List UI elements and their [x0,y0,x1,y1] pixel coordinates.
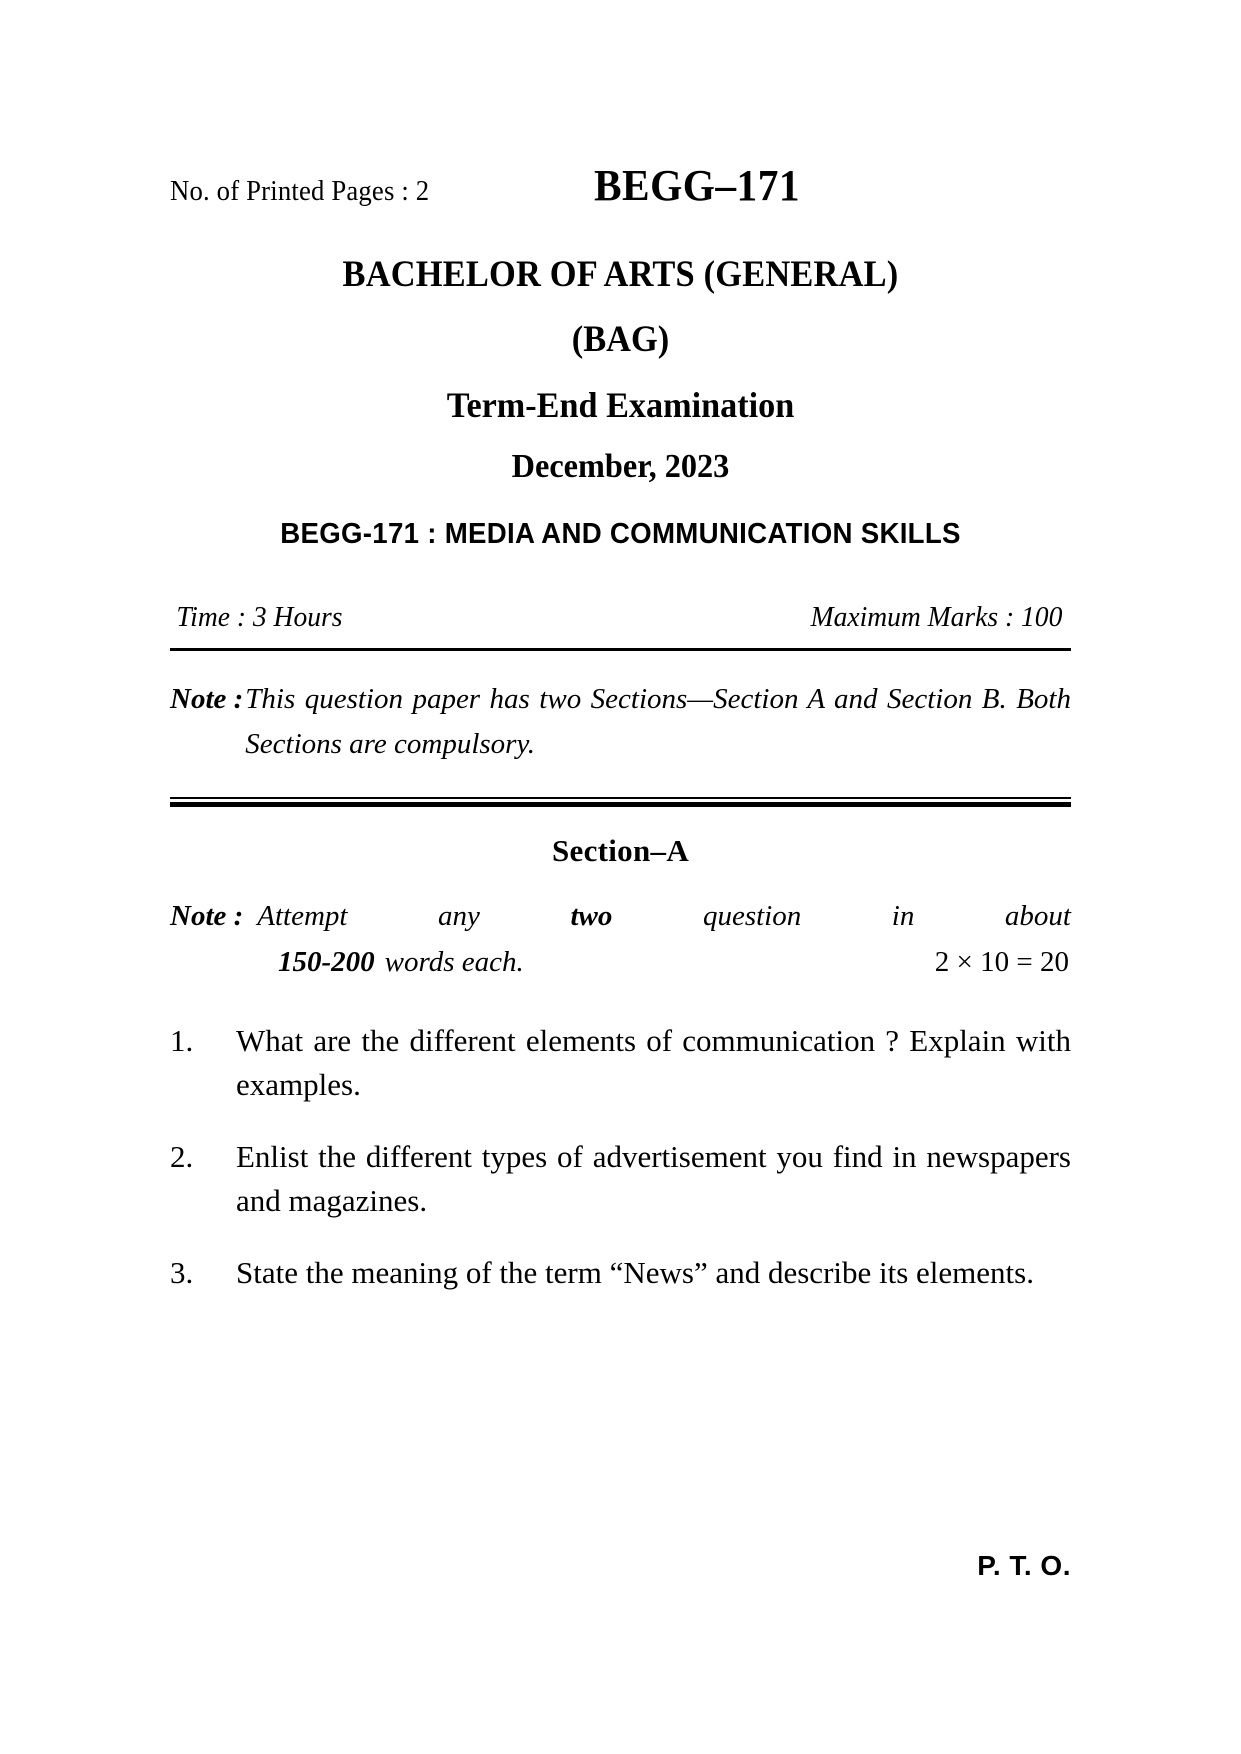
time-allowed: Time : 3 Hours [176,600,343,633]
note-words-each: words each. [384,945,524,978]
section-a-note-line-2 [278,939,1071,985]
section-a-heading: Section–A [551,832,690,868]
note-word-attempt: Attempt [257,899,348,932]
meta-divider [170,648,1071,651]
question-item [170,1251,1071,1295]
question-text: What are the different elements of communication ? Explain with examples. [236,1023,1071,1103]
degree-abbreviation: (BAG) [571,319,670,360]
degree-title: BACHELOR OF ARTS (GENERAL) [342,254,899,295]
section-a-note-label: Note : [170,899,244,932]
question-item [170,1135,1071,1223]
section-divider [170,797,1071,807]
general-note-body: This question paper has two Sections—Section A and Section B. Both Sections are compulsory. [245,682,1071,760]
divider-thick-line [170,802,1071,807]
question-number: 1. [170,1023,194,1059]
note-word-any: any [438,899,480,932]
general-note [170,677,1071,767]
note-word-about: about [1004,899,1071,932]
printed-pages-label: No. of Printed Pages : 2 [170,175,430,207]
question-item [170,1019,1071,1107]
question-number: 3. [170,1255,194,1291]
pto-footer: P. T. O. [977,1550,1071,1581]
note-emphasis-two: two [570,899,613,932]
section-a-note [170,893,1071,986]
section-a-note-line-1 [170,893,1071,939]
course-code: BEGG–171 [593,161,800,210]
note-emphasis-word-count: 150-200 [278,945,375,978]
exam-session: December, 2023 [511,448,730,485]
section-a-note-text [257,893,1071,939]
general-note-label: Note : [170,682,244,715]
exam-meta-row [170,601,1071,634]
maximum-marks: Maximum Marks : 100 [810,600,1063,633]
question-number: 2. [170,1139,194,1175]
exam-type-title: Term-End Examination [446,385,795,425]
title-block [170,256,1071,561]
question-text: State the meaning of the term “News” and describe its elements. [236,1255,1034,1291]
question-text: Enlist the different types of advertisement you find in newspapers and magazines. [236,1139,1071,1219]
subject-title: BEGG-171 : MEDIA AND COMMUNICATION SKILLS [280,518,961,550]
section-a-question-list [170,1019,1071,1295]
page-header [170,160,1071,222]
section-a-marks: 2 × 10 = 20 [934,945,1069,978]
note-word-in: in [891,899,915,932]
note-word-question: question [702,899,802,932]
